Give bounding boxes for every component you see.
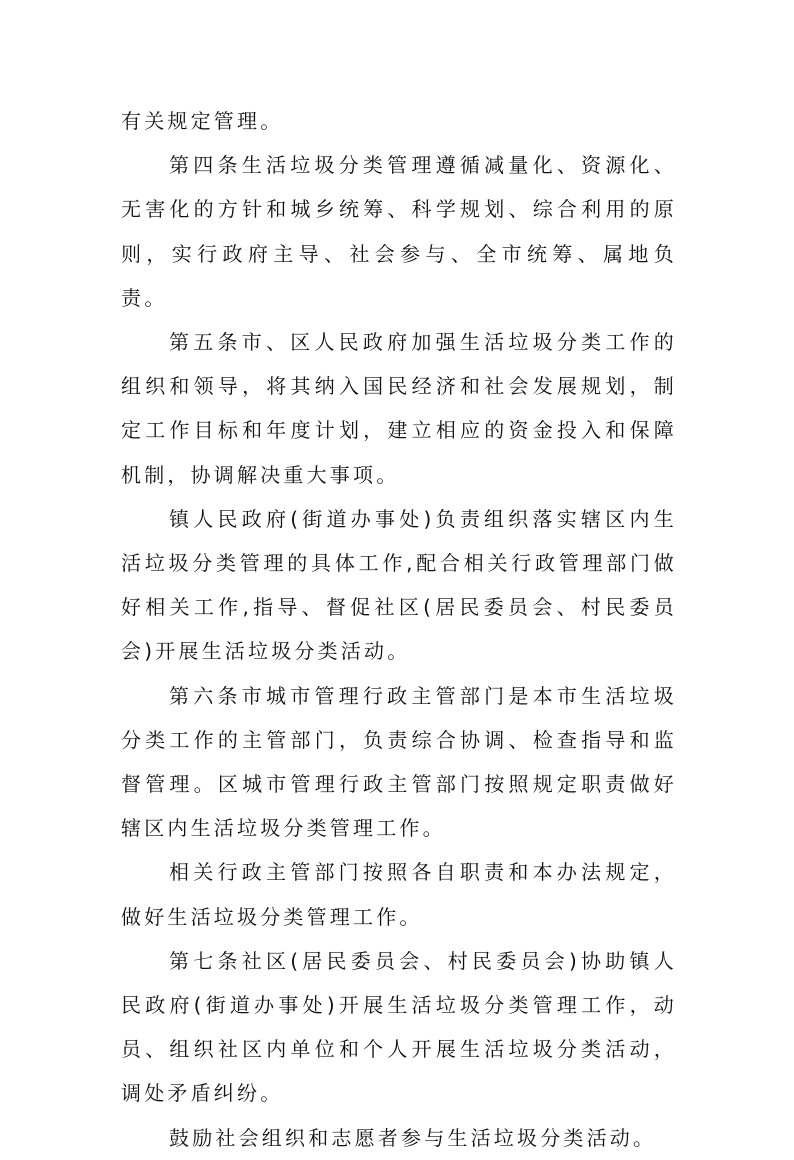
paragraph-article-4: 第四条生活垃圾分类管理遵循减量化、资源化、无害化的方针和城乡统筹、科学规划、综合利用的原则，实行政府主导、社会参与、全市统筹、属地负责。 <box>121 153 677 310</box>
paragraph-article-7: 第七条社区(居民委员会、村民委员会)协助镇人民政府(街道办事处)开展生活垃圾分类管理工作，动员、组织社区内单位和个人开展生活垃圾分类活动，调处矛盾纠纷。 <box>121 948 677 1106</box>
paragraph-article-6: 第六条市城市管理行政主管部门是本市生活垃圾分类工作的主管部门，负责综合协调、检查指导和监督管理。区城市管理行政主管部门按照规定职责做好辖区内生活垃圾分类管理工作。 <box>121 683 677 841</box>
paragraph-town-government: 镇人民政府(街道办事处)负责组织落实辖区内生活垃圾分类管理的具体工作,配合相关行政管理部门做好相关工作,指导、督促社区(居民委员会、村民委员会)开展生活垃圾分类活动。 <box>121 506 677 664</box>
paragraph-article-5: 第五条市、区人民政府加强生活垃圾分类工作的组织和领导，将其纳入国民经济和社会发展规划，制定工作目标和年度计划，建立相应的资金投入和保障机制，协调解决重大事项。 <box>121 330 677 487</box>
document-body <box>121 99 677 1160</box>
paragraph-related-departments: 相关行政主管部门按照各自职责和本办法规定，做好生活垃圾分类管理工作。 <box>121 860 677 929</box>
paragraph-encourage-participation: 鼓励社会组织和志愿者参与生活垃圾分类活动。 <box>169 1125 657 1150</box>
paragraph-continuation: 有关规定管理。 <box>121 109 284 133</box>
